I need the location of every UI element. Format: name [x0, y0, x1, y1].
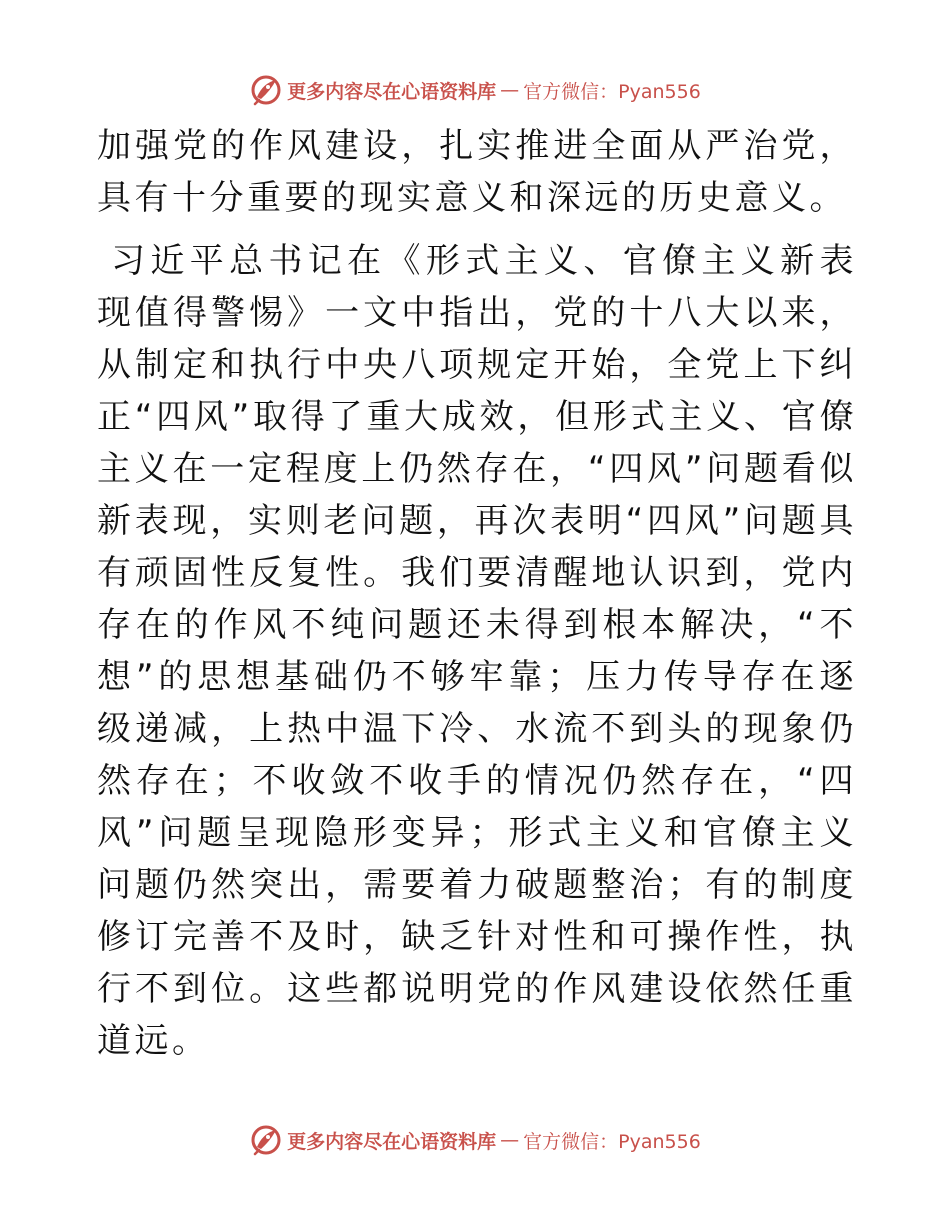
footer-watermark — [0, 1122, 950, 1158]
document-body — [97, 120, 857, 1067]
paragraph-1: 加强党的作风建设，扎实推进全面从严治党，具有十分重要的现实意义和深远的历史意义。 — [97, 126, 857, 218]
watermark-wechat: 官方微信：Pyan556 — [523, 80, 701, 103]
paragraph-2: 习近平总书记在《形式主义、官僚主义新表现值得警惕》一文中指出，党的十八大以来，从制定和执行中央八项规定开始，全党上下纠正“四风”取得了重大成效，但形式主义、官僚主义在一定程度上仍然存在，“四风”问题看似新表现，实则老问题，再次表明“四风”问题具有顽固性反复性。我们要清醒地认识到，党内存在的作风不纯问题还未得到根本解决，“不想”的思想基础仍不够牢靠；压力传导存在逐级递减，上热中温下冷、水流不到头的现象仍然存在；不收敛不收手的情况仍然存在，“四风”问题呈现隐形变异；形式主义和官僚主义问题仍然突出，需要着力破题整治；有的制度修订完善不及时，缺乏针对性和可操作性，执行不到位。这些都说明党的作风建设依然任重道远。 — [97, 241, 857, 1061]
watermark-brand: 更多内容尽在心语资料库 — [287, 1130, 497, 1153]
watermark-separator: — — [500, 79, 520, 101]
header-watermark — [0, 72, 950, 108]
watermark-wechat: 官方微信：Pyan556 — [523, 1130, 701, 1153]
watermark-separator: — — [500, 1129, 520, 1151]
pen-nib-logo-icon — [249, 1123, 283, 1157]
watermark-brand: 更多内容尽在心语资料库 — [287, 80, 497, 103]
pen-nib-logo-icon — [249, 73, 283, 107]
